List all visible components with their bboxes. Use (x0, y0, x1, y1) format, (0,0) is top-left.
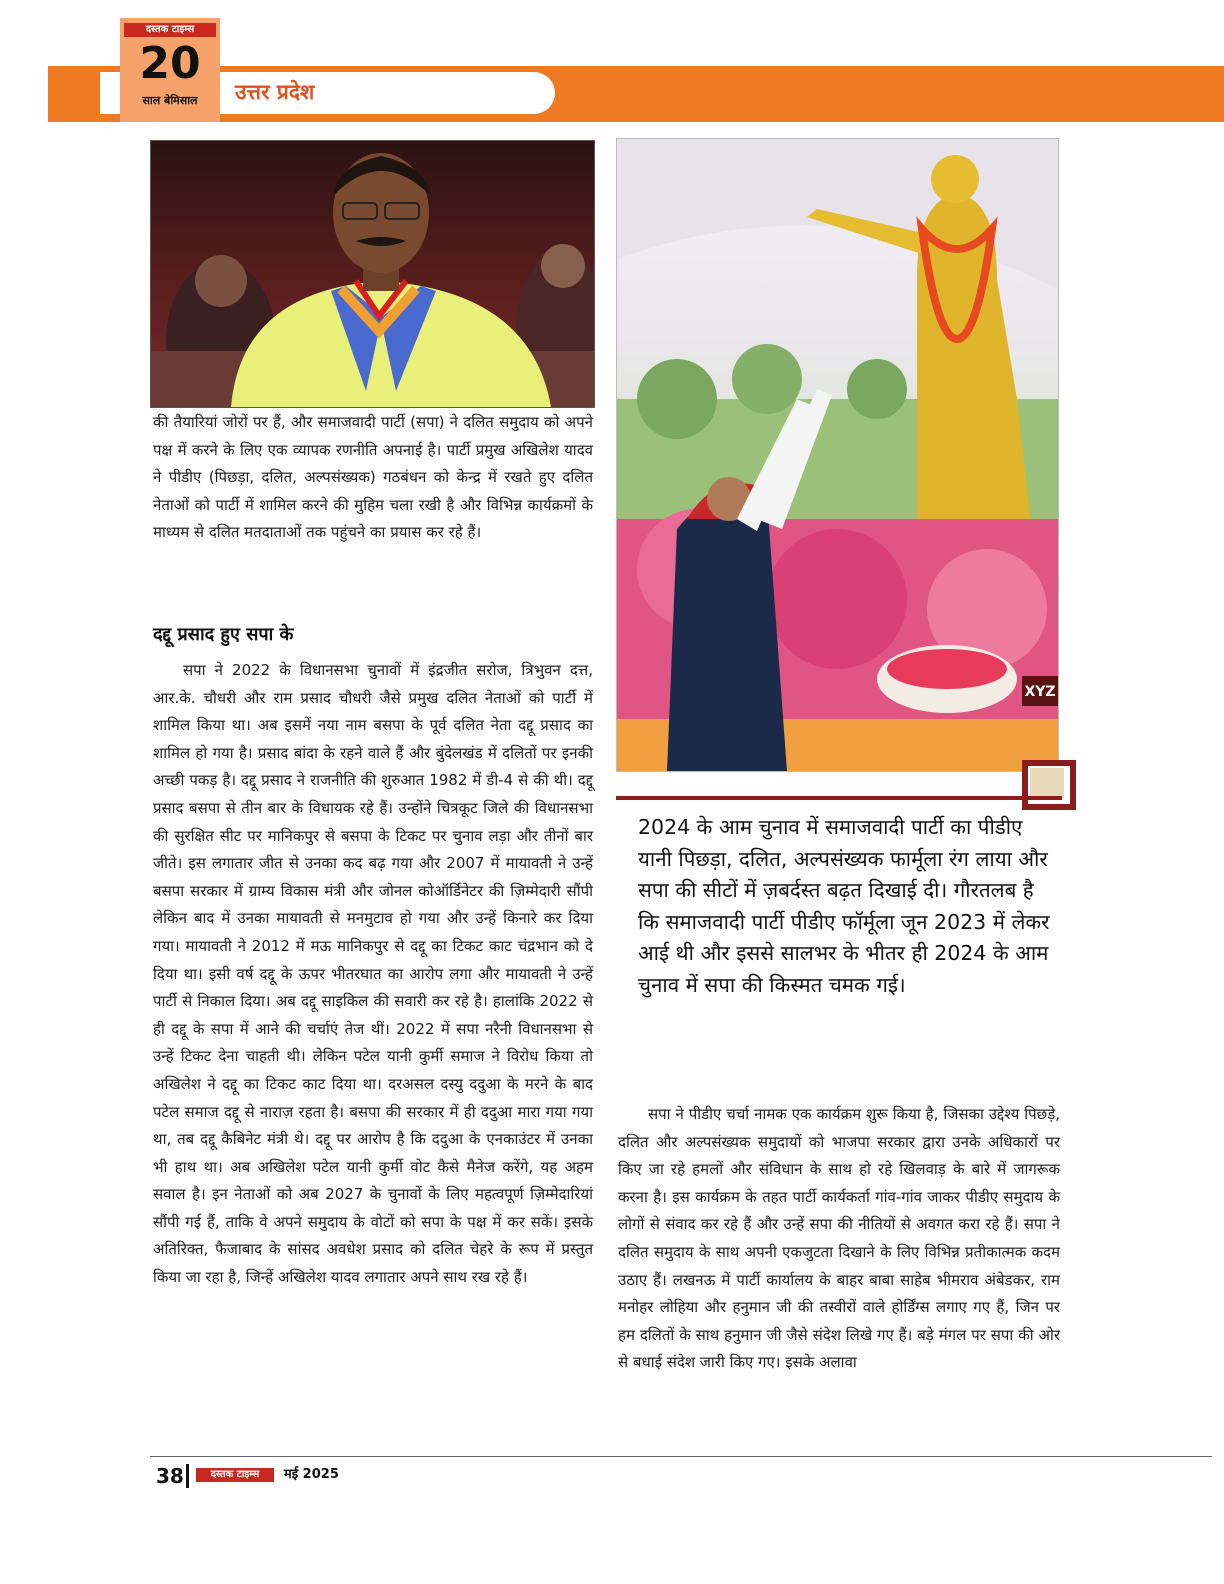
photo-corner-ornament-fill (1030, 768, 1064, 798)
leader-portrait-photo (150, 140, 595, 408)
article-subheading: दद्दू प्रसाद हुए सपा के (153, 624, 294, 645)
right-column-body (618, 1101, 1060, 1377)
page-number: 38 (156, 1464, 184, 1488)
section-title: उत्तर प्रदेश (235, 80, 315, 104)
body-paragraph: सपा ने 2022 के विधानसभा चुनावों में इंद्रजीत सरोज, त्रिभुवन दत्त, आर.के. चौधरी और राम प्रसाद चौधरी जैसे प्रमुख दलित नेताओं को पार्टी में शामिल किया था। अब इसमें नया नाम बसपा के पूर्व दलित नेता दद्दू प्रसाद का शामिल हो गया है। प्रसाद बांदा के रहने वाले हैं और बुंदेलखंड में दलितों पर इनकी अच्छी पकड़ है। दद्दू प्रसाद ने राजनीति की शुरुआत 1982 में डी-4 से की थी। दद्दू प्रसाद बसपा से तीन बार के विधायक रहे हैं। उन्होंने चित्रकूट जिले की विधानसभा की सुरक्षित सीट पर मानिकपुर से बसपा के टिकट पर चुनाव लड़ा और तीनों बार जीते। इस लगातार जीत से उनका कद बढ़ गया और 2007 में मायावती ने उन्हें बसपा सरकार में ग्राम्य विकास मंत्री और जोनल कोऑर्डिनेटर की ज़िम्मेदारी सौंपी लेकिन बाद में उनका मायावती से मनमुटाव हो गया और उन्हें किनारे कर दिया गया। मायावती ने 2012 में मऊ मानिकपुर से दद्दू का टिकट काट चंद्रभान को दे दिया था। इसी वर्ष दद्दू के ऊपर भीतरघात का आरोप लगा और मायावती ने उन्हें पार्टी से निकाल दिया। अब दद्दू साइकिल की सवारी कर रहे है। हालांकि 2022 से ही दद्दू के सपा में आने की चर्चाएं तेज थीं। 2022 में सपा नरैनी विधानसभा से उन्हें टिकट देना चाहती थी। लेकिन पटेल यानी कुर्मी समाज ने विरोध किया तो अखिलेश ने दद्दू का टिकट काट दिया था। दरअसल दस्यु ददुआ के मरने के बाद पटेल समाज दद्दू से नाराज़ रहता है। बसपा की सरकार में ही ददुआ मारा गया गया था, तब दद्दू कैबिनेट मंत्री थे। दद्दू पर आरोप है कि ददुआ के एनकाउंटर में उनका भी हाथ था। अब अखिलेश पटेल यानी कुर्मी वोट कैसे मैनेज करेंगे, यह अहम सवाल है। इन नेताओं को अब 2027 के चुनावों के लिए महत्वपूर्ण ज़िम्मेदारियां सौंपी गई हैं, ताकि वे अपने समुदाय के वोटों को सपा के पक्ष में कर सकें। इसके अतिरिक्त, फैजाबाद के सांसद अवधेश प्रसाद को दलित चेहरे के रूप में प्रस्तुत किया जा रहा है, जिन्हें अखिलेश यादव लगातार अपने साथ रख रहे हैं। (153, 661, 593, 1287)
statue-illustration (617, 139, 1058, 771)
body-paragraph-right: सपा ने पीडीए चर्चा नामक एक कार्यक्रम शुरू किया है, जिसका उद्देश्य पिछड़े, दलित और अल्पसंख्यक समुदायों को भाजपा सरकार द्वारा उनके अधिकारों पर किए जा रहे हमलों और संविधान के साथ हो रहे खिलवाड़ के बारे में जागरूक करना है। इस कार्यक्रम के तहत पार्टी कार्यकर्ता गांव-गांव जाकर पीडीए समुदाय के लोगों से संवाद कर रहे हैं और उन्हें सपा की नीतियों से अवगत करा रहे हैं। सपा ने दलित समुदाय के साथ अपनी एकजुटता दिखाने के लिए विभिन्न प्रतीकात्मक कदम उठाए हैं। लखनऊ में पार्टी कार्यालय के बाहर बाबा साहेब भीमराव अंबेडकर, राम मनोहर लोहिया और हनुमान जी की तस्वीरों वाले होर्डिंग्स लगाए गए हैं, जिन पर हम दलितों के साथ हनुमान जी जैसे संदेश लिखे गए हैं। बड़े मंगल पर सपा की ओर से बधाई संदेश जारी किए गए। इसके अलावा (618, 1105, 1060, 1372)
footer-separator (186, 1464, 189, 1488)
issue-date: मई 2025 (284, 1467, 339, 1482)
left-column-intro (153, 409, 593, 547)
quote-divider (616, 796, 1062, 800)
portrait-illustration (151, 141, 594, 407)
logo-number: 20 (139, 38, 201, 89)
left-column-body (153, 657, 593, 1292)
logo-brand: दस्तक टाइम्स (124, 23, 216, 37)
footer-rule (150, 1456, 1212, 1457)
publication-logo (120, 18, 220, 122)
photo-credit-badge: XYZ (1022, 676, 1058, 706)
pull-quote: 2024 के आम चुनाव में समाजवादी पार्टी का पीडीए यानी पिछड़ा, दलित, अल्पसंख्यक फार्मूला रंग लाया और सपा की सीटों में ज़बर्दस्त बढ़त दिखाई दी। गौरतलब है कि समाजवादी पार्टी पीडीए फॉर्मूला जून 2023 में लेकर आई थी और इससे सालभर के भीतर ही 2024 के आम चुनाव में सपा की किस्मत चमक गई। (638, 815, 1050, 997)
intro-paragraph: की तैयारियां जोरों पर हैं, और समाजवादी पार्टी (सपा) ने दलित समुदाय को अपने पक्ष में करने के लिए एक व्यापक रणनीति अपनाई है। पार्टी प्रमुख अखिलेश यादव ने पीडीए (पिछड़ा, दलित, अल्पसंख्यक) गठबंधन को केन्द्र में रखते हुए दलित नेताओं को पार्टी में शामिल करने की मुहिम चला रखी है और विभिन्न कार्यक्रमों के माध्यम से दलित मतदाताओं तक पहुंचने का प्रयास कर रहे हैं। (153, 413, 593, 542)
logo-tagline: साल बेमिसाल (142, 94, 198, 107)
footer-brand: दस्तक टाइम्स (196, 1468, 274, 1482)
statue-tribute-photo (616, 138, 1059, 772)
